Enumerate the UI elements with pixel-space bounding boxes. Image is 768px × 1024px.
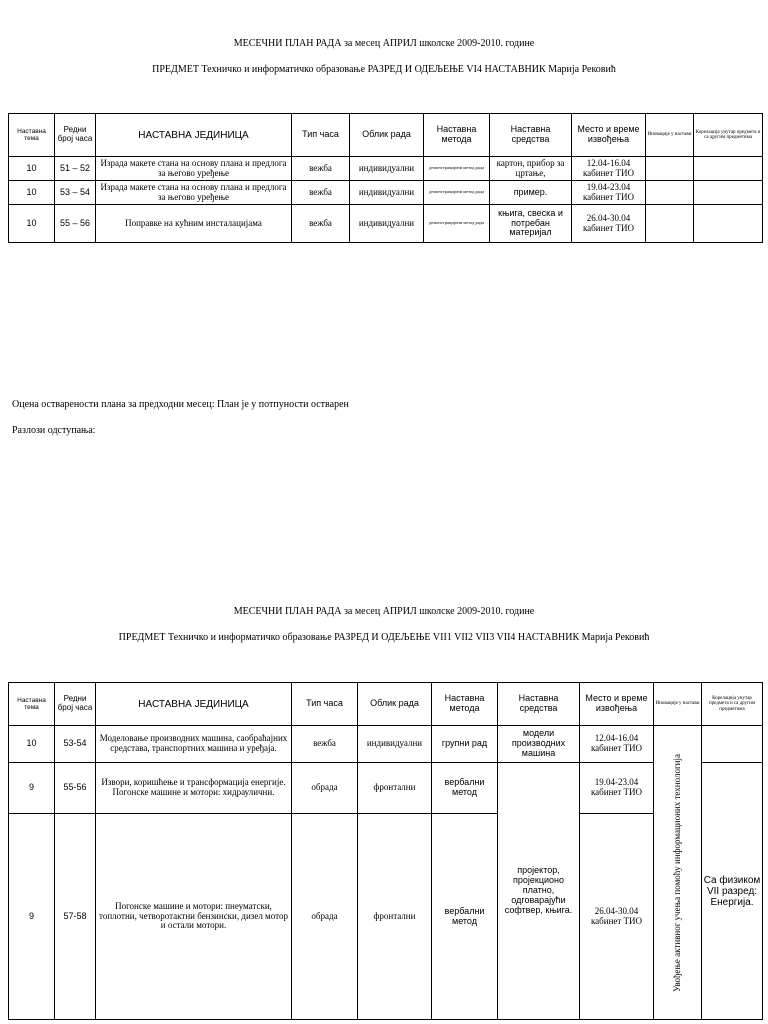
cell-mesto: 19.04-23.04 кабинет ТИО [580,763,654,814]
header-tema: Наставна тема [9,114,55,157]
jedinica-line: Погонске машине и мотори: хидраулични. [112,787,275,797]
korelacija-merged-cell: Са физиком VII разред: Енергија. [702,763,763,1020]
cell-tema: 9 [9,763,55,814]
cell-korelacija [694,205,763,243]
cell-sredstva: модели производних машина [498,726,580,763]
cell-tema: 10 [9,157,55,181]
table-row [9,181,763,205]
cell-broj: 53 – 54 [55,181,96,205]
table-row [9,763,763,814]
header-sredstva: Наставна средства [498,683,580,726]
header-oblik: Облик рада [358,683,432,726]
cell-tip: вежба [292,157,350,181]
inovacije-merged-cell [654,726,702,1020]
header-broj: Редни број часа [55,114,96,157]
plan1-title: МЕСЕЧНИ ПЛАН РАДА за месец АПРИЛ школске 2009-2010. године [233,38,535,49]
cell-tip: вежба [292,205,350,243]
cell-broj: 51 – 52 [55,157,96,181]
cell-broj: 55-56 [55,763,96,814]
cell-tema: 10 [9,181,55,205]
cell-korelacija [694,181,763,205]
cell-sredstva: књига, свеска и потребан материјал [490,205,572,243]
cell-broj: 55 – 56 [55,205,96,243]
header-metoda: Наставна метода [432,683,498,726]
plan1-header-row [9,114,763,157]
cell-jedinica [96,763,292,814]
cell-inovacije [646,181,694,205]
cell-oblik: индивидуални [350,157,424,181]
cell-oblik: индивидуални [358,726,432,763]
cell-jedinica: Погонске машине и мотори: пнеуматски, топлотни, четворотактни бензински, дизел мотор и остали мотори. [96,814,292,1020]
table-row [9,205,763,243]
cell-oblik: фронтални [358,814,432,1020]
header-jedinica: НАСТАВНА ЈЕДИНИЦА [96,683,292,726]
cell-oblik: фронтални [358,763,432,814]
cell-oblik: индивидуални [350,205,424,243]
header-mesto: Место и време извођења [580,683,654,726]
cell-tip: вежба [292,726,358,763]
plan1-table [8,113,763,243]
header-korelacija: Корелација унутар предмета и са другим предметима [702,683,763,726]
cell-sredstva: картон, прибор за цртање, [490,157,572,181]
cell-mesto: 12.04-16.04 кабинет ТИО [580,726,654,763]
cell-tema: 10 [9,726,55,763]
cell-tip: обрада [292,814,358,1020]
cell-tema: 9 [9,814,55,1020]
cell-oblik: индивидуални [350,181,424,205]
cell-mesto: 26.04-30.04 кабинет ТИО [572,205,646,243]
cell-metoda: вербални метод [432,814,498,1020]
cell-tip: обрада [292,763,358,814]
plan2-header-row [9,683,763,726]
header-metoda: Наставна метода [424,114,490,157]
inovacije-vertical-text: Увођење активног учења помоћу информационих технологија [671,753,682,992]
cell-metoda: демонстрацијони метод рада [424,205,490,243]
cell-jedinica: Израда макете стана на основу плана и предлога за његово уређење [96,157,292,181]
header-tip: Тип часа [292,114,350,157]
cell-mesto: 12.04-16.04 кабинет ТИО [572,157,646,181]
header-oblik: Облик рада [350,114,424,157]
shared-sredstva-cell: пројектор, пројекционо платно, одговарајући софтвер, књига. [498,763,580,1020]
plan2-table [8,682,763,1020]
plan1-evaluation: Оцена остварености плана за предходни месец: План је у потпуности остварен [12,399,349,410]
cell-korelacija [702,726,763,763]
plan1-deviation: Разлози одступања: [12,425,96,436]
cell-broj: 57-58 [55,814,96,1020]
header-tema: Наставна тема [9,683,55,726]
header-korelacija: Корелација унутар предмета и са другим предметима [694,114,763,157]
cell-sredstva: пример. [490,181,572,205]
table-row [9,726,763,763]
cell-korelacija [694,157,763,181]
jedinica-line: Извори, коришћење и трансформација енергије. [101,777,286,788]
header-jedinica: НАСТАВНА ЈЕДИНИЦА [96,114,292,157]
cell-metoda: групни рад [432,726,498,763]
cell-broj: 53-54 [55,726,96,763]
cell-mesto: 26.04-30.04 кабинет ТИО [580,814,654,1020]
cell-inovacije [646,205,694,243]
table-row [9,157,763,181]
header-mesto: Место и време извођења [572,114,646,157]
header-broj: Редни број часа [55,683,96,726]
header-sredstva: Наставна средства [490,114,572,157]
header-tip: Тип часа [292,683,358,726]
cell-metoda: демонстрацијони метод рада [424,181,490,205]
cell-inovacije [646,157,694,181]
header-inovacije: Иновације у настави [646,114,694,157]
plan2-title: МЕСЕЧНИ ПЛАН РАДА за месец АПРИЛ школске 2009-2010. године [233,606,535,617]
cell-jedinica: Моделовање производних машина, саобраћајних средстава, транспортних машина и уређаја. [96,726,292,763]
cell-metoda: вербални метод [432,763,498,814]
cell-tema: 10 [9,205,55,243]
cell-jedinica: Израда макете стана на основу плана и предлога за његово уређење [96,181,292,205]
header-inovacije: Иновације у настави [654,683,702,726]
plan1-subject-line: ПРЕДМЕТ Техничко и информатичко образовање РАЗРЕД И ОДЕЉЕЊЕ VI4 НАСТАВНИК Марија Рековић [152,64,616,75]
table-row [9,814,763,1020]
cell-tip: вежба [292,181,350,205]
cell-jedinica: Поправке на кућним инсталацијама [96,205,292,243]
plan2-subject-line: ПРЕДМЕТ Техничко и информатичко образовање РАЗРЕД И ОДЕЉЕЊЕ VII1 VII2 VII3 VII4 НАСТАВНИК Марија Рековић [118,632,650,643]
cell-metoda: демонстрацијони метод рада [424,157,490,181]
cell-mesto: 19.04-23.04 кабинет ТИО [572,181,646,205]
